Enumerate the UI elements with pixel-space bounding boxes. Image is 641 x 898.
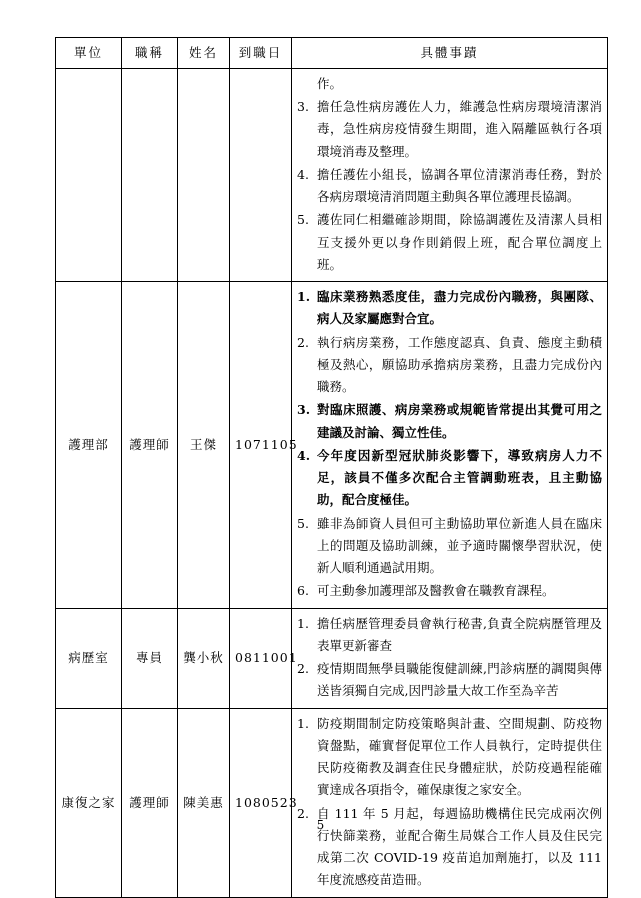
deed-text: 執行病房業務，工作態度認真、負責、態度主動積極及熱心，願協助承擔病房業務，且盡力完成份內職務。 bbox=[317, 334, 602, 395]
deed-text: 雖非為師資人員但可主動協助單位新進人員在臨床上的問題及協助訓練，並予適時關懷學習狀況，使新人順利通過試用期。 bbox=[317, 515, 602, 576]
deed-item bbox=[297, 803, 602, 892]
deed-text: 作。 bbox=[317, 75, 343, 91]
table-row bbox=[56, 282, 608, 609]
deed-text: 護佐同仁相繼確診期間，除協調護佐及清潔人員相互支援外更以身作則銷假上班，配合單位調度上班。 bbox=[317, 212, 602, 272]
page-number: 5 bbox=[316, 818, 325, 832]
cell-unit: 病歷室 bbox=[56, 608, 122, 708]
cell-name: 龔小秋 bbox=[178, 608, 230, 708]
column-header-unit: 單位 bbox=[56, 38, 122, 69]
table-row bbox=[56, 608, 608, 708]
deed-number: 5. bbox=[297, 212, 309, 228]
cell-name bbox=[178, 68, 230, 281]
deed-number: 6. bbox=[297, 583, 309, 599]
cell-date bbox=[230, 68, 292, 281]
cell-name: 陳美惠 bbox=[178, 708, 230, 897]
cell-date: 1071105 bbox=[230, 282, 292, 609]
deed-text: 今年度因新型冠狀肺炎影響下，導致病房人力不足，該員不僅多次配合主管調動班表，且主動協助，配合度極佳。 bbox=[317, 447, 602, 508]
column-header-deeds: 具體事蹟 bbox=[292, 38, 608, 69]
deed-text: 防疫期間制定防疫策略與計畫、空間規劃、防疫物資盤點，確實督促單位工作人員執行，定時提供住民防疫衛教及調查住民身體症狀，於防疫過程能確實達成各項指令，確保康復之家安全。 bbox=[317, 715, 602, 798]
deed-number: 3. bbox=[297, 402, 311, 418]
deed-item bbox=[297, 513, 602, 580]
deeds-list bbox=[297, 286, 602, 603]
deed-number: 2. bbox=[297, 661, 309, 677]
deed-item bbox=[297, 658, 602, 703]
deed-text: 臨床業務熟悉度佳，盡力完成份內職務，與團隊、病人及家屬應對合宜。 bbox=[317, 289, 602, 327]
deed-item bbox=[297, 286, 602, 331]
cell-unit: 康復之家 bbox=[56, 708, 122, 897]
cell-unit: 護理部 bbox=[56, 282, 122, 609]
cell-deeds bbox=[292, 608, 608, 708]
deed-number: 2. bbox=[297, 334, 309, 350]
deeds-list bbox=[297, 73, 602, 276]
deeds-table bbox=[55, 37, 608, 898]
deed-item bbox=[297, 73, 602, 95]
deed-item bbox=[297, 399, 602, 444]
table-body bbox=[56, 68, 608, 897]
deed-item bbox=[297, 580, 602, 602]
deeds-list bbox=[297, 613, 602, 703]
cell-name: 王傑 bbox=[178, 282, 230, 609]
deed-item bbox=[297, 713, 602, 802]
deed-number: 3. bbox=[297, 99, 309, 115]
cell-title: 護理師 bbox=[122, 282, 178, 609]
table-header bbox=[56, 38, 608, 69]
cell-title: 護理師 bbox=[122, 708, 178, 897]
deed-text: 疫情期間無學員職能復健訓練,門診病歷的調閱與傳送皆須獨自完成,因門診量大故工作至為辛苦 bbox=[317, 661, 602, 699]
deed-number: 4. bbox=[297, 447, 311, 463]
cell-deeds bbox=[292, 68, 608, 281]
deed-item bbox=[297, 164, 602, 209]
table-row bbox=[56, 68, 608, 281]
cell-title bbox=[122, 68, 178, 281]
deed-item bbox=[297, 96, 602, 163]
deed-text: 自 111 年 5 月起，每週協助機構住民完成兩次例行快篩業務，並配合衛生局媒合工作人員及住民完成第二次 COVID-19 疫苗追加劑施打，以及 111 年度流感疫苗造冊。 bbox=[317, 805, 602, 888]
deed-number: 1. bbox=[297, 715, 309, 731]
column-header-title: 職稱 bbox=[122, 38, 178, 69]
column-header-date: 到職日 bbox=[230, 38, 292, 69]
deed-item bbox=[297, 209, 602, 276]
deed-number: 2. bbox=[297, 805, 309, 821]
deed-item bbox=[297, 332, 602, 399]
cell-title: 專員 bbox=[122, 608, 178, 708]
deed-number: 4. bbox=[297, 166, 309, 182]
deed-number: 1. bbox=[297, 289, 311, 305]
cell-date: 1080523 bbox=[230, 708, 292, 897]
deed-number: 1. bbox=[297, 615, 309, 631]
deeds-list bbox=[297, 713, 602, 892]
table-row bbox=[56, 708, 608, 897]
deed-text: 可主動參加護理部及醫教會在職教育課程。 bbox=[317, 583, 555, 599]
table-header-row bbox=[56, 38, 608, 69]
deed-text: 擔任急性病房護佐人力，維護急性病房環境清潔消毒，急性病房疫情發生期間，進入隔離區執行各項環境消毒及整理。 bbox=[317, 99, 602, 159]
deed-number: 5. bbox=[297, 515, 309, 531]
cell-date: 0811001 bbox=[230, 608, 292, 708]
deed-text: 擔任病歷管理委員會執行秘書,負責全院病歷管理及表單更新審查 bbox=[317, 615, 602, 653]
column-header-name: 姓名 bbox=[178, 38, 230, 69]
cell-unit bbox=[56, 68, 122, 281]
cell-deeds bbox=[292, 282, 608, 609]
deed-item bbox=[297, 613, 602, 658]
deed-item bbox=[297, 445, 602, 512]
deed-text: 擔任護佐小組長，協調各單位清潔消毒任務，對於各病房環境清消問題主動與各單位護理長協調。 bbox=[317, 166, 602, 205]
deed-text: 對臨床照護、病房業務或規範皆常提出其覺可用之建議及討論、獨立性佳。 bbox=[317, 402, 602, 440]
cell-deeds bbox=[292, 708, 608, 897]
